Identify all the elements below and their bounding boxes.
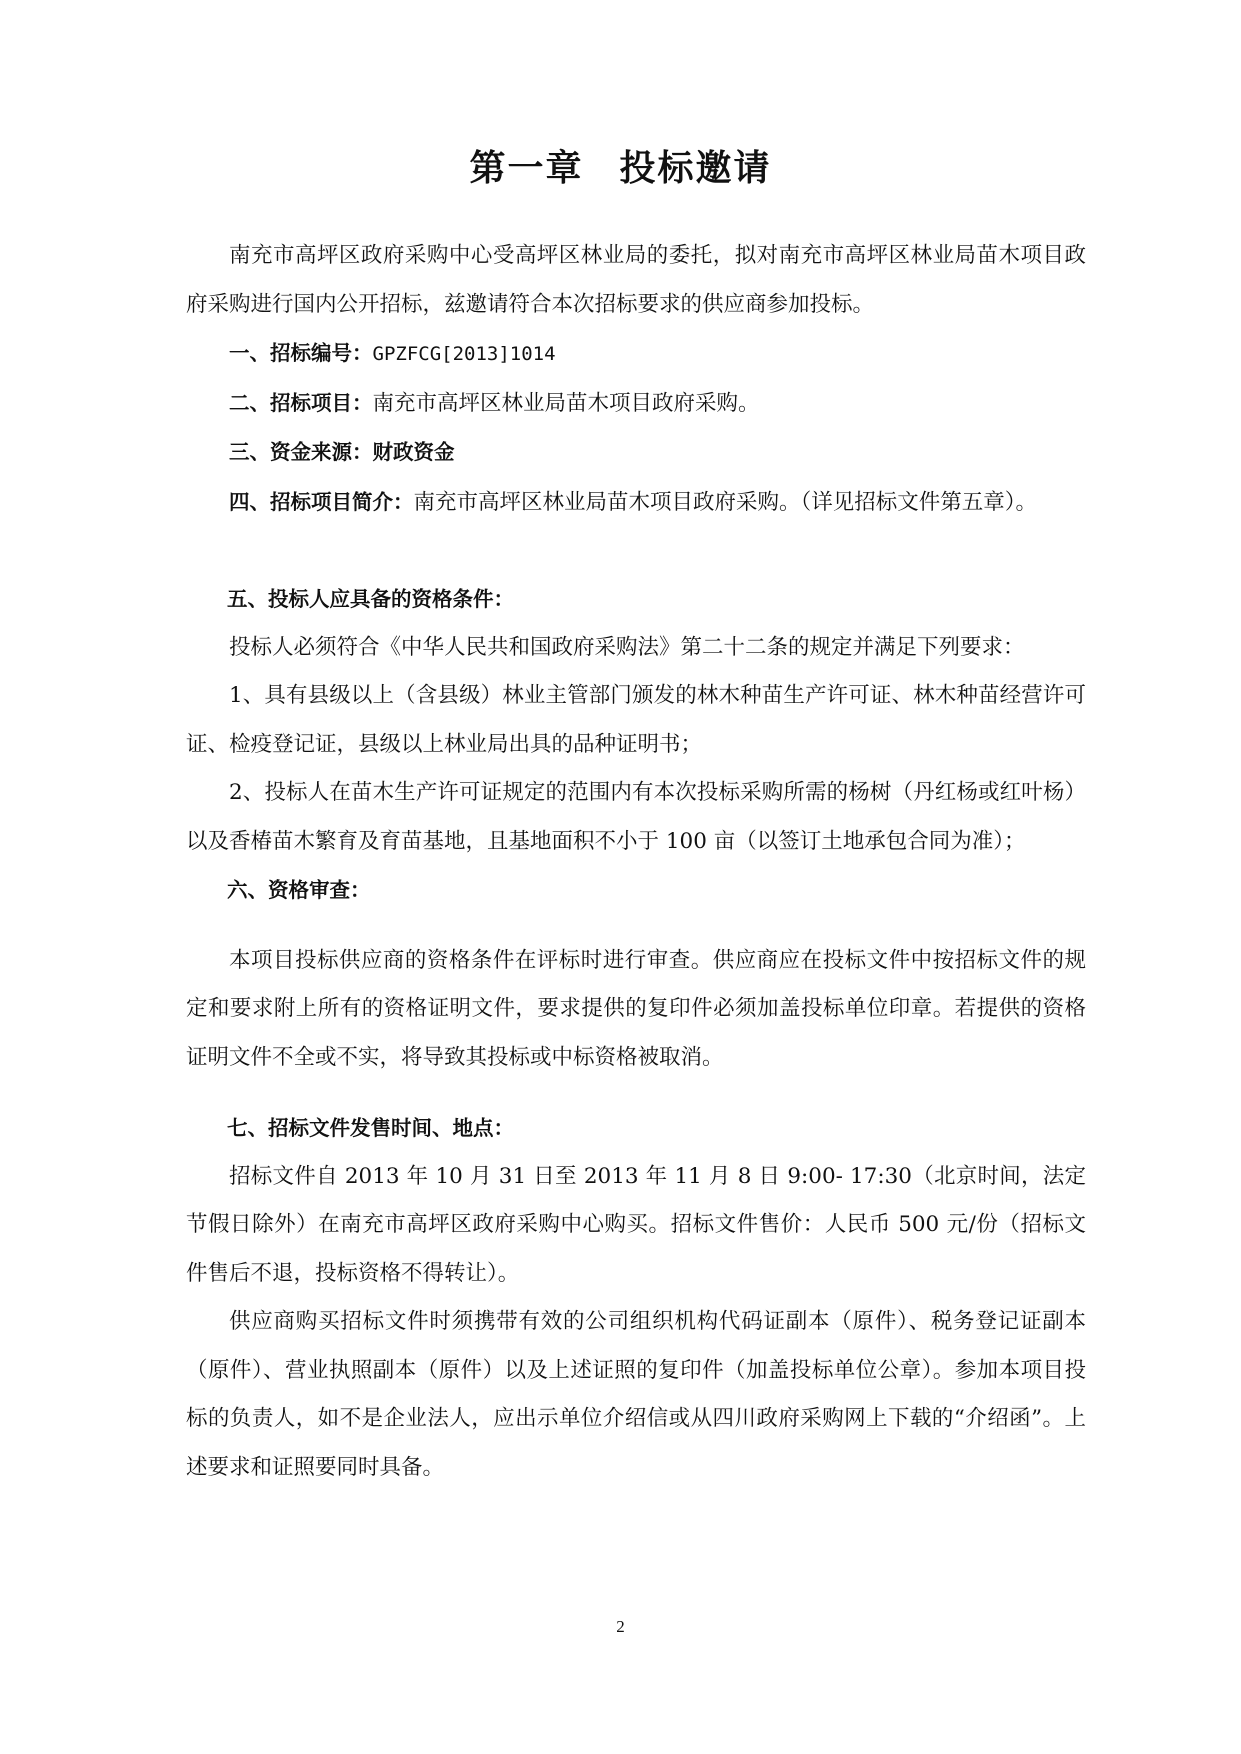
section-label: 三、资金来源：	[229, 440, 373, 464]
chapter-name: 投标邀请	[619, 148, 772, 189]
section-review-heading: 六、资格审查：	[227, 878, 371, 902]
section-tender-number	[186, 329, 1086, 379]
qualification-item-2: 2、投标人在苗木生产许可证规定的范围内有本次投标采购所需的杨树（丹红杨或红叶杨）以及香椿苗木繁育及育苗基地，且基地面积不小于 100 亩（以签订土地承包合同为准）；	[186, 780, 1086, 854]
intro-paragraph: 南充市高坪区政府采购中心受高坪区林业局的委托，拟对南充市高坪区林业局苗木项目政府采购进行国内公开招标，兹邀请符合本次招标要求的供应商参加投标。	[186, 243, 1086, 317]
section-tender-project	[186, 379, 1086, 429]
section-qualifications-heading: 五、投标人应具备的资格条件：	[227, 587, 514, 611]
tender-number: GPZFCG[2013]1014	[372, 343, 556, 365]
project-summary: 南充市高坪区林业局苗木项目政府采购。（详见招标文件第五章）。	[413, 489, 1038, 515]
qualifications-intro: 投标人必须符合《中华人民共和国政府采购法》第二十二条的规定并满足下列要求：	[229, 634, 1025, 660]
section-label: 四、招标项目简介：	[229, 489, 414, 514]
qualification-item-1: 1、具有县级以上（含县级）林业主管部门颁发的林木种苗生产许可证、林木种苗经营许可证、检疫登记证，县级以上林业局出具的品种证明书；	[186, 683, 1086, 757]
section-label: 二、招标项目：	[229, 390, 373, 415]
tender-project: 南充市高坪区林业局苗木项目政府采购。	[372, 390, 760, 416]
page-number: 2	[616, 1617, 625, 1636]
section-funding-source	[186, 428, 1086, 478]
review-body: 本项目投标供应商的资格条件在评标时进行审查。供应商应在投标文件中按招标文件的规定和要求附上所有的资格证明文件，要求提供的复印件必须加盖投标单位印章。若提供的资格证明文件不全或不实，将导致其投标或中标资格被取消。	[186, 947, 1086, 1070]
chapter-number: 第一章	[469, 148, 584, 189]
section-label: 一、招标编号：	[229, 341, 373, 365]
document-body	[186, 232, 1086, 1492]
funding-source: 财政资金	[372, 440, 455, 464]
section-sale-heading: 七、招标文件发售时间、地点：	[227, 1116, 514, 1140]
sale-body-2: 供应商购买招标文件时须携带有效的公司组织机构代码证副本（原件）、税务登记证副本（原件）、营业执照副本（原件）以及上述证照的复印件（加盖投标单位公章）。参加本项目投标的负责人，如不是企业法人，应出示单位介绍信或从四川政府采购网上下载的“介绍函”。上述要求和证照要同时具备。	[186, 1309, 1086, 1480]
section-project-summary	[186, 478, 1086, 528]
sale-body-1: 招标文件自 2013 年 10 月 31 日至 2013 年 11 月 8 日 9:00- 17:30（北京时间，法定节假日除外）在南充市高坪区政府采购中心购买。招标文件售价：人民币 500 元/份（招标文件售后不退，投标资格不得转让）。	[186, 1163, 1086, 1286]
chapter-title	[0, 140, 1241, 191]
